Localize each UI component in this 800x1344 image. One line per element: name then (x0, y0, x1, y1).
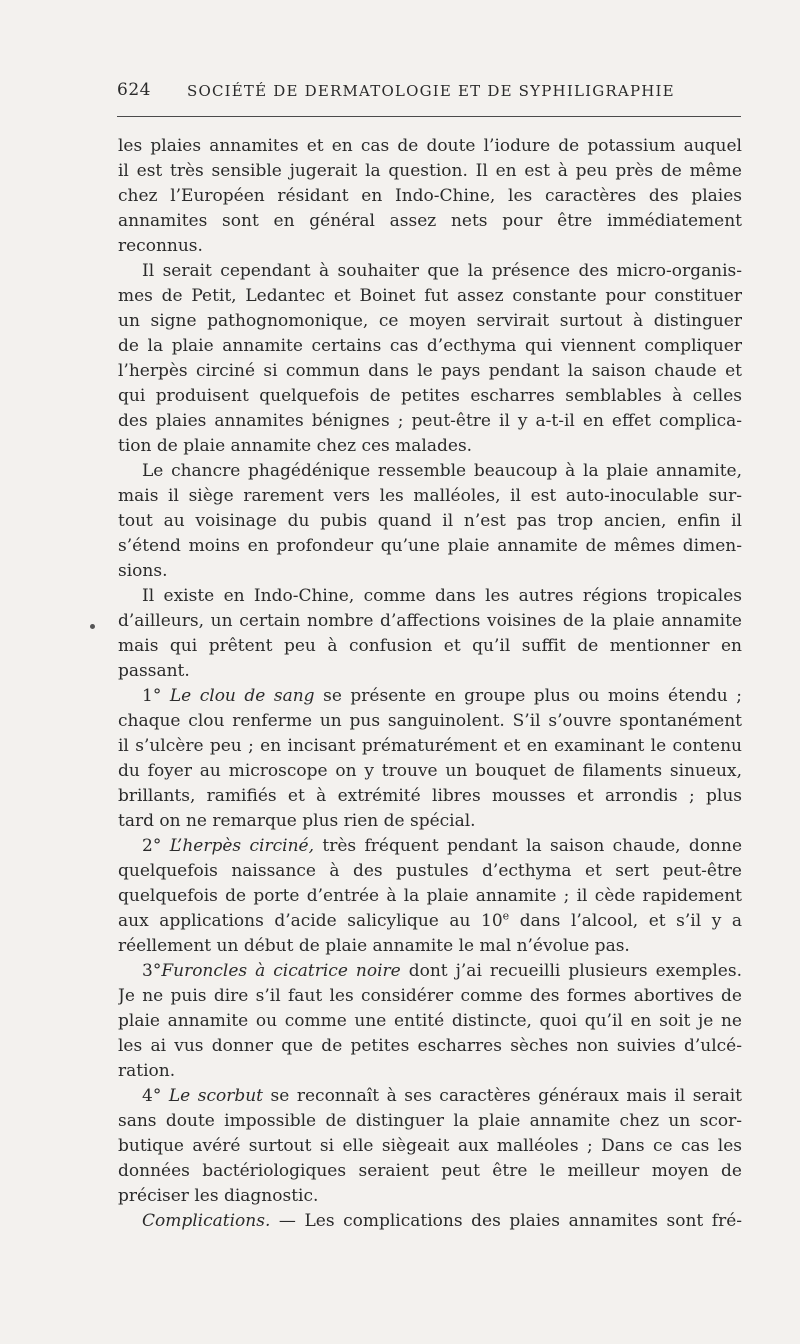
text-line: Je ne puis dire s’il faut les considérer comme des formes abortives de (118, 986, 742, 1006)
item-3-title: Furoncles à cicatrice noire (161, 961, 401, 981)
text-line: chez l’Européen résidant en Indo-Chine, les caractères des plaies (118, 186, 742, 206)
text-line: brillants, ramifiés et à extrémité libres mousses et arrondis ; plus (118, 786, 742, 806)
text-line: chaque clou renferme un pus sanguinolent. S’il s’ouvre spontanément (118, 711, 742, 731)
item-1-text: se présente en groupe plus ou moins étendu ; (323, 686, 742, 706)
running-head: SOCIÉTÉ DE DERMATOLOGIE ET DE SYPHILIGRAPHIE (187, 82, 675, 100)
text-line: qui produisent quelquefois de petites escharres semblables à celles (118, 386, 742, 406)
text-line: quelquefois naissance à des pustules d’ecthyma et sert peut-être (118, 861, 742, 881)
item-4-title: Le scorbut (168, 1086, 264, 1106)
item-1-number: 1° (142, 686, 162, 706)
text-line: passant. (118, 661, 190, 681)
text-line: mais il siège rarement vers les malléoles, il est auto-inoculable sur- (118, 486, 742, 506)
superscript: e (502, 909, 510, 923)
text-line: réellement un début de plaie annamite le mal n’évolue pas. (118, 936, 630, 956)
complications-title: Complications. (142, 1211, 271, 1231)
text-line: de la plaie annamite certains cas d’ecthyma qui viennent compliquer (118, 336, 742, 356)
item-2-sup-line (118, 909, 742, 934)
text-line: il est très sensible jugerait la question. Il en est à peu près de même (118, 161, 742, 181)
text-line: données bactériologiques seraient peut être le meilleur moyen de (118, 1161, 742, 1181)
item-4-text: se reconnaît à ses caractères généraux mais il serait (270, 1086, 742, 1106)
page-number: 624 (117, 80, 151, 100)
text-line: un signe pathognomonique, ce moyen servirait surtout à distinguer (118, 311, 742, 331)
complications-line (118, 1209, 742, 1234)
text-line: il s’ulcère peu ; en incisant prématurément et en examinant le contenu (118, 736, 742, 756)
text-line: mais qui prêtent peu à confusion et qu’il suffit de mentionner en (118, 636, 742, 656)
item-2-title: L’herpès circiné, (169, 836, 314, 856)
item-4-number: 4° (142, 1086, 162, 1106)
text-line: les plaies annamites et en cas de doute l’iodure de potassium auquel (118, 136, 742, 156)
text-line: préciser les diagnostic. (118, 1186, 319, 1206)
item-2-first-line (118, 834, 742, 859)
sup-line-before: aux applications d’acide salicylique au 10 (118, 911, 503, 931)
text-line: butique avéré surtout si elle siègeait aux malléoles ; Dans ce cas les (118, 1136, 742, 1156)
item-2-number: 2° (142, 836, 162, 856)
text-line: ration. (118, 1061, 176, 1081)
sup-line-after: dans l’alcool, et s’il y a (509, 911, 742, 931)
complications-text: — Les complications des plaies annamites sont fré- (278, 1211, 742, 1231)
item-2-text: très fréquent pendant la saison chaude, donne (322, 836, 742, 856)
text-line: Le chancre phagédénique ressemble beaucoup à la plaie annamite, (142, 461, 742, 481)
text-line: quelquefois de porte d’entrée à la plaie annamite ; il cède rapidement (118, 886, 742, 906)
text-line: annamites sont en général assez nets pour être immédiatement (118, 211, 742, 231)
text-line: du foyer au microscope on y trouve un bouquet de filaments sinueux, (118, 761, 742, 781)
page-header (117, 80, 741, 110)
text-line: reconnus. (118, 236, 203, 256)
text-line: tion de plaie annamite chez ces malades. (118, 436, 473, 456)
text-line: tard on ne remarque plus rien de spécial. (118, 811, 476, 831)
text-line: mes de Petit, Ledantec et Boinet fut assez constante pour constituer (118, 286, 742, 306)
text-line: tout au voisinage du pubis quand il n’est pas trop ancien, enfin il (118, 511, 742, 531)
text-line: les ai vus donner que de petites escharres sèches non suivies d’ulcé- (118, 1036, 742, 1056)
ink-blot (90, 624, 95, 629)
text-line: des plaies annamites bénignes ; peut-être il y a-t-il en effet complica- (118, 411, 742, 431)
item-4-first-line (118, 1084, 742, 1109)
text-line: d’ailleurs, un certain nombre d’affections voisines de la plaie annamite (118, 611, 742, 631)
text-line: sions. (118, 561, 168, 581)
text-line: sans doute impossible de distinguer la plaie annamite chez un scor- (118, 1111, 742, 1131)
item-1-title: Le clou de sang (169, 686, 315, 706)
header-rule (117, 116, 741, 117)
item-3-number: 3° (142, 961, 162, 981)
body-text (118, 134, 742, 1234)
item-1-first-line (118, 684, 742, 709)
text-line: Il serait cependant à souhaiter que la présence des micro-organis- (142, 261, 742, 281)
item-3-first-line (118, 959, 742, 984)
text-line: s’étend moins en profondeur qu’une plaie annamite de mêmes dimen- (118, 536, 742, 556)
text-line: l’herpès circiné si commun dans le pays pendant la saison chaude et (118, 361, 742, 381)
text-line: Il existe en Indo-Chine, comme dans les autres régions tropicales (142, 586, 742, 606)
text-line: plaie annamite ou comme une entité distincte, quoi qu’il en soit je ne (118, 1011, 742, 1031)
item-3-text: dont j’ai recueilli plusieurs exemples. (408, 961, 742, 981)
